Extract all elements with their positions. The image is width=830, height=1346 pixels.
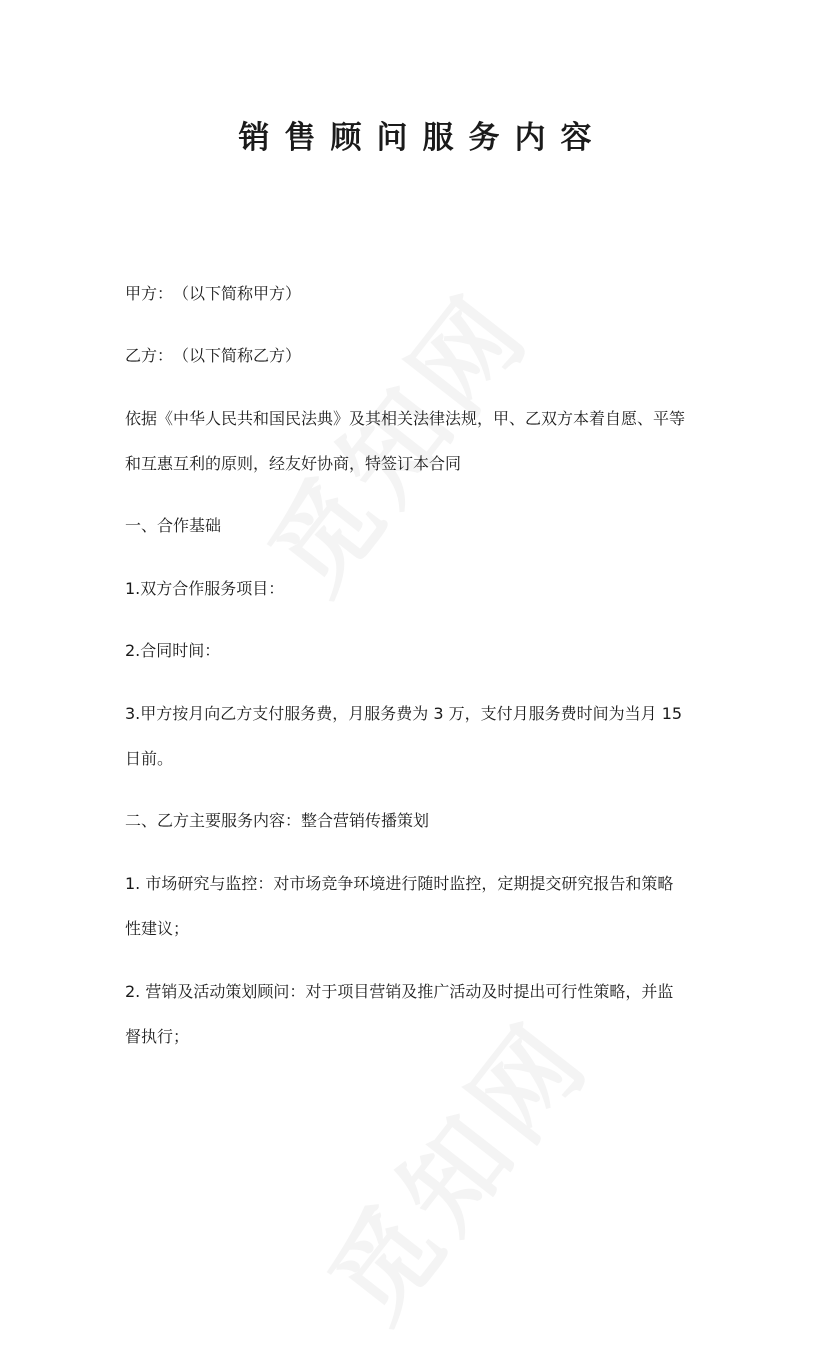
document-title: 销售顾问服务内容 — [238, 120, 607, 156]
section-2-item-2-line-2: 督执行； — [125, 1027, 190, 1046]
party-a-line: 甲方： （以下简称甲方） — [125, 284, 302, 303]
section-1-item-3-line-1: 3.甲方按月向乙方支付服务费，月服务费为 3 万，支付月服务费时间为当月 15 — [125, 704, 683, 723]
section-1-item-2: 2.合同时间： — [125, 641, 221, 660]
section-1-item-3-line-2: 日前。 — [125, 749, 174, 768]
section-1-item-1: 1.双方合作服务项目： — [125, 579, 285, 598]
section-2-item-1-line-1: 1. 市场研究与监控：对市场竞争环境进行随时监控，定期提交研究报告和策略 — [125, 874, 674, 893]
preamble-line-2: 和互惠互利的原则，经友好协商，特签订本合同 — [125, 454, 462, 473]
section-2-item-1-line-2: 性建议； — [125, 919, 190, 938]
section-1-heading: 一、合作基础 — [125, 516, 222, 535]
preamble-line-1: 依据《中华人民共和国民法典》及其相关法律法规，甲、乙双方本着自愿、平等 — [125, 409, 686, 428]
section-2-item-2-line-1: 2. 营销及活动策划顾问：对于项目营销及推广活动及时提出可行性策略，并监 — [125, 982, 674, 1001]
watermark — [229, 256, 558, 618]
section-2-heading: 二、乙方主要服务内容：整合营销传播策划 — [125, 811, 430, 830]
party-b-line: 乙方： （以下简称乙方） — [125, 346, 302, 365]
